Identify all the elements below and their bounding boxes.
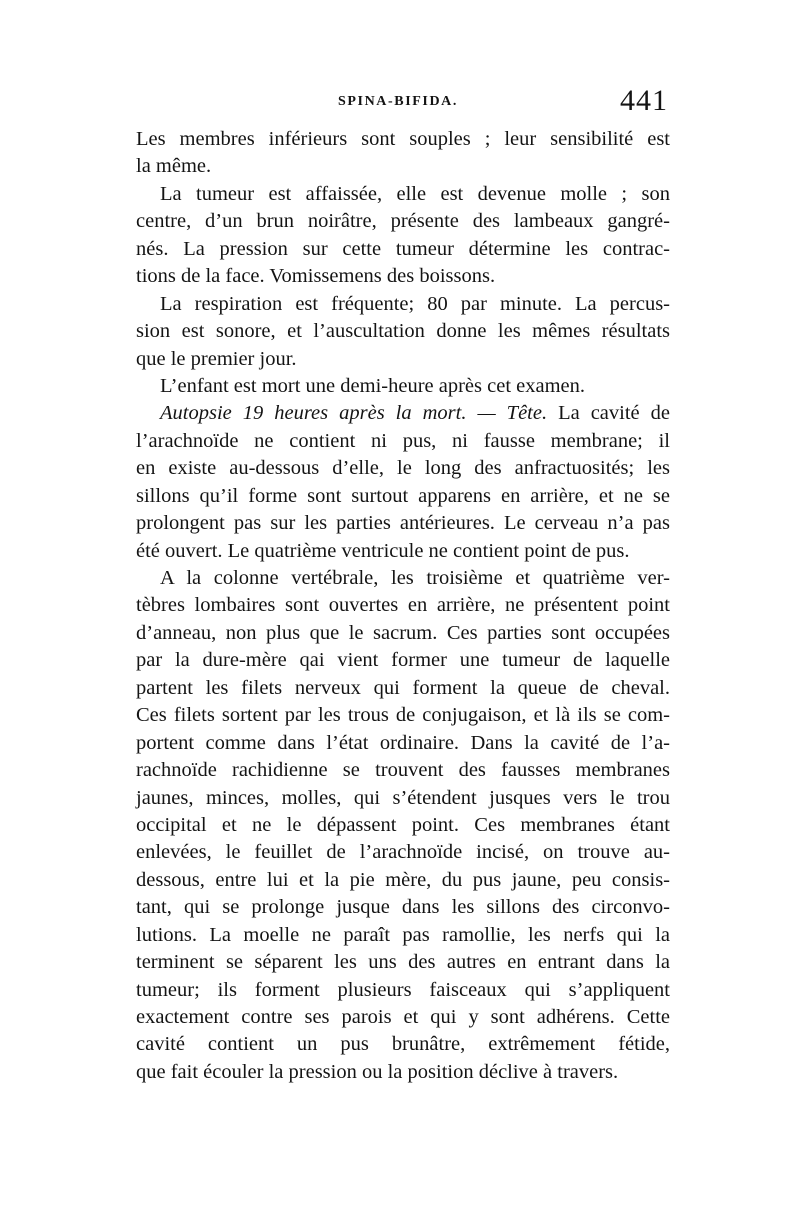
text-line: prolongent pas sur les parties antérieures. Le cerveau n’a pas: [136, 512, 670, 535]
text-line: que fait écouler la pression ou la position déclive à travers.: [136, 1060, 619, 1083]
text-line: sillons qu’il forme sont surtout apparens en arrière, et ne se: [136, 484, 670, 507]
text-line: la même.: [136, 155, 212, 178]
text-line: en existe au-dessous d’elle, le long des anfractuosités; les: [136, 457, 670, 480]
autopsy-heading: Autopsie 19 heures après la mort. — Tête.: [160, 402, 559, 425]
text-line-autopsy: [136, 400, 670, 427]
text-line: tèbres lombaires sont ouvertes en arrière, ne présentent point: [136, 594, 670, 617]
text-line: nés. La pression sur cette tumeur détermine les contrac-: [136, 237, 670, 260]
text-line: Les membres inférieurs sont souples ; leur sensibilité est: [136, 128, 670, 150]
text-line: été ouvert. Le quatrième ventricule ne contient point de pus.: [136, 539, 630, 562]
text-line: exactement contre ses parois et qui y sont adhérens. Cette: [136, 1006, 670, 1028]
text-line: terminent se séparent les uns des autres en entrant dans la: [136, 951, 670, 974]
text-line: La respiration est fréquente; 80 par minute. La percus-: [160, 292, 670, 315]
text-line: enlevées, le feuillet de l’arachnoïde incisé, on trouve au-: [136, 841, 670, 864]
text-line: centre, d’un brun noirâtre, présente des lambeaux gangré-: [136, 210, 670, 233]
page-header: [0, 84, 800, 122]
text-line: occipital et ne le dépassent point. Ces membranes étant: [136, 813, 670, 836]
text-line: A la colonne vertébrale, les troisième et quatrième ver-: [160, 567, 670, 589]
text-line: tant, qui se prolonge jusque dans les sillons des circonvo-: [136, 896, 670, 919]
text-line: tions de la face. Vomissemens des boissons.: [136, 265, 496, 288]
text-line: lutions. La moelle ne paraît pas ramollie, les nerfs qui la: [136, 923, 670, 946]
text-line: L’enfant est mort une demi-heure après cet examen.: [160, 374, 586, 397]
text-line: jaunes, minces, molles, qui s’étendent jusques vers le trou: [136, 786, 670, 809]
page-number: 441: [620, 84, 668, 117]
text-line: partent les filets nerveux qui forment la queue de cheval.: [136, 676, 670, 699]
text-line: que le premier jour.: [136, 347, 297, 370]
text-line: sion est sonore, et l’auscultation donne les mêmes résultats: [136, 320, 670, 343]
text-line: dessous, entre lui et la pie mère, du pus jaune, peu consis-: [136, 868, 670, 891]
text-line: l’arachnoïde ne contient ni pus, ni fausse membrane; il: [136, 429, 670, 452]
autopsy-line-rest: La cavité de: [558, 402, 670, 425]
text-line: d’anneau, non plus que le sacrum. Ces parties sont occupées: [136, 621, 670, 644]
text-line: La tumeur est affaissée, elle est devenue molle ; son: [160, 182, 670, 205]
text-line: portent comme dans l’état ordinaire. Dans la cavité de l’a-: [136, 731, 670, 754]
text-line: rachnoïde rachidienne se trouvent des fausses membranes: [136, 759, 670, 782]
running-title: SPINA-BIFIDA.: [338, 94, 458, 109]
text-line: Ces filets sortent par les trous de conjugaison, et là ils se com-: [136, 704, 670, 727]
body-text: [136, 126, 670, 1086]
text-line: tumeur; ils forment plusieurs faisceaux qui s’appliquent: [136, 978, 670, 1001]
text-line: par la dure-mère qai vient former une tumeur de laquelle: [136, 649, 670, 672]
text-line: cavité contient un pus brunâtre, extrêmement fétide,: [136, 1033, 670, 1056]
